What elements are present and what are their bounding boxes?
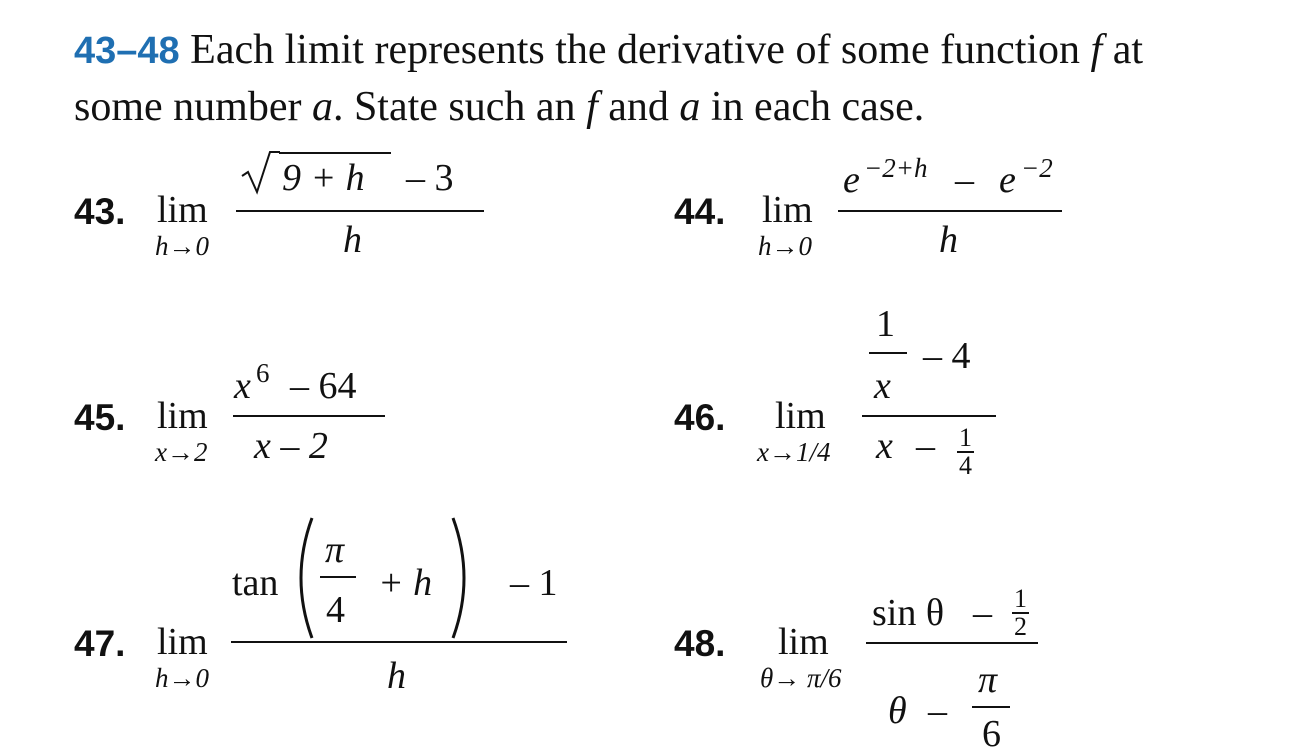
lim-label: lim <box>157 621 208 663</box>
numerator-tail: – 4 <box>923 335 971 377</box>
denominator-minus: – <box>928 690 947 732</box>
denominator-minus: – <box>916 425 935 467</box>
denominator: h <box>939 219 958 261</box>
inner-denominator: x <box>874 365 891 407</box>
fraction-bar <box>866 642 1038 644</box>
instruction-text-1: Each limit represents the derivative of some function <box>190 27 1081 73</box>
instruction-a-2: a <box>679 84 701 130</box>
exp-base-1: e <box>843 159 860 201</box>
lim-label: lim <box>775 395 826 437</box>
inner-fraction-bar <box>320 576 356 578</box>
problem-number: 43. <box>74 191 126 232</box>
fraction-bar <box>236 210 484 212</box>
inner-fraction-bar <box>869 352 907 354</box>
instruction-text-2: some number <box>74 84 302 130</box>
exponent-2: −2 <box>1021 153 1053 183</box>
problem-number: 46. <box>674 397 726 438</box>
denominator-pi: π <box>978 659 998 701</box>
small-fraction <box>957 425 974 479</box>
problem-number: 47. <box>74 623 126 664</box>
lim-label: lim <box>778 621 829 663</box>
instruction-text-1b: at <box>1112 27 1144 73</box>
problem-number: 48. <box>674 623 726 664</box>
pi-symbol: π <box>325 529 345 571</box>
denominator-theta: θ <box>888 690 907 732</box>
instruction-text-2c: and <box>608 84 669 130</box>
limit-subscript: h→0 <box>155 231 209 261</box>
instruction-f: f <box>1090 27 1103 73</box>
inner-numerator: 1 <box>876 303 895 345</box>
plus-h: + h <box>378 562 433 604</box>
sine-term: sin θ <box>872 592 945 634</box>
fraction-bar <box>233 415 385 417</box>
numerator-tail: – 1 <box>510 562 558 604</box>
problem-number: 44. <box>674 191 726 232</box>
sqrt-sign-icon <box>240 150 280 196</box>
small-fraction-num: 1 <box>959 423 972 452</box>
denominator-six: 6 <box>982 713 1001 755</box>
limit-subscript: h→0 <box>758 231 812 261</box>
problem-range: 43–48 <box>74 30 180 72</box>
fraction-bar <box>862 415 996 417</box>
half-fraction <box>1012 586 1029 640</box>
denominator: h <box>343 219 362 261</box>
instruction-block <box>74 22 1143 135</box>
limit-subscript: h→0 <box>155 663 209 693</box>
half-num: 1 <box>1014 584 1027 613</box>
denominator-x: x <box>876 425 893 467</box>
radicand: 9 + h <box>282 157 365 199</box>
lim-label: lim <box>762 189 813 231</box>
numerator-tail: – 64 <box>290 365 357 407</box>
radical-bar <box>279 152 391 154</box>
pi-six-fraction-bar <box>972 706 1010 708</box>
limit-subscript: θ→ π/6 <box>760 663 842 693</box>
fraction-bar <box>838 210 1062 212</box>
numerator-minus: – <box>973 592 992 634</box>
instruction-text-2d: in each case. <box>710 84 925 130</box>
small-fraction-den: 4 <box>959 451 972 480</box>
numerator-tail: – 3 <box>406 157 454 199</box>
denominator: h <box>387 655 406 697</box>
lim-label: lim <box>157 189 208 231</box>
exp-base-2: e <box>999 159 1016 201</box>
instruction-text-2b: . State such an <box>332 84 576 130</box>
minus-sign: – <box>955 159 974 201</box>
fraction-bar <box>231 641 567 643</box>
half-den: 2 <box>1014 612 1027 641</box>
exponent-1: −2+h <box>864 153 928 183</box>
limit-subscript: x→1/4 <box>757 437 831 467</box>
left-paren-icon <box>288 516 316 640</box>
denominator: x – 2 <box>254 425 328 467</box>
instruction-a: a <box>311 84 333 130</box>
numerator-base: x <box>234 365 251 407</box>
instruction-f-2: f <box>586 84 598 130</box>
problem-number: 45. <box>74 397 126 438</box>
numerator-exponent: 6 <box>256 358 270 388</box>
inner-denominator: 4 <box>326 589 345 631</box>
limit-subscript: x→2 <box>155 437 208 467</box>
right-paren-icon <box>449 516 477 640</box>
lim-label: lim <box>157 395 208 437</box>
tan-function: tan <box>232 562 279 604</box>
